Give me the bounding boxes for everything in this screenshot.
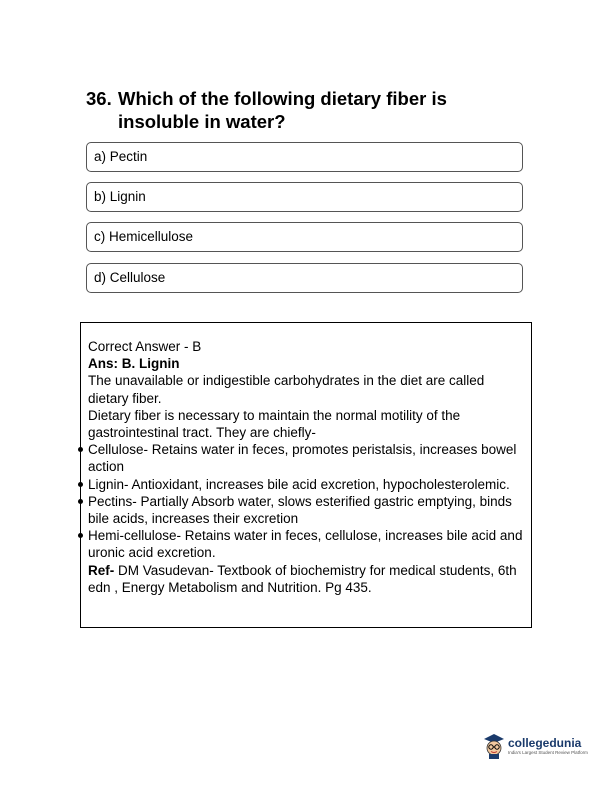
bullet-icon (78, 482, 83, 487)
bullet-icon (78, 533, 83, 538)
student-mascot-icon (482, 733, 506, 759)
explanation-paragraph-2: Dietary fiber is necessary to maintain the normal motility of the gastrointestinal tract. They are chiefly- (88, 407, 461, 441)
fiber-list (88, 441, 528, 561)
option-a[interactable]: a) Pectin (86, 142, 523, 172)
answer-content (88, 338, 528, 596)
question-number: 36. (86, 88, 112, 109)
reference-label: Ref- (88, 562, 115, 578)
list-item: Pectins- Partially Absorb water, slows esterified gastric emptying, binds bile acids, increases their excretion (88, 493, 528, 527)
reference (88, 562, 528, 596)
answer-heading: Ans: B. Lignin (88, 356, 180, 372)
reference-text: DM Vasudevan- Textbook of biochemistry for medical students, 6th edn , Energy Metabolism and Nutrition. Pg 435. (88, 562, 517, 595)
bullet-icon (78, 499, 83, 504)
option-d[interactable]: d) Cellulose (86, 263, 523, 293)
question-heading (86, 87, 526, 133)
list-item: Cellulose- Retains water in feces, promotes peristalsis, increases bowel action (88, 441, 528, 475)
option-b[interactable]: b) Lignin (86, 182, 523, 212)
logo-tagline: India's Largest Student Review Platform (508, 750, 588, 755)
list-item: Lignin- Antioxidant, increases bile acid excretion, hypocholesterolemic. (88, 476, 528, 493)
correct-answer: Correct Answer - B (88, 339, 202, 354)
explanation-paragraph-1: The unavailable or indigestible carbohydrates in the diet are called dietary fiber. (88, 373, 485, 406)
question-text: Which of the following dietary fiber is insoluble in water? (118, 88, 447, 132)
collegedunia-logo (482, 733, 588, 759)
option-c[interactable]: c) Hemicellulose (86, 222, 523, 252)
list-item: Hemi-cellulose- Retains water in feces, cellulose, increases bile acid and uronic acid excretion. (88, 527, 528, 561)
bullet-icon (78, 447, 83, 452)
logo-name: collegedunia (508, 736, 582, 750)
answer-box (80, 322, 532, 628)
